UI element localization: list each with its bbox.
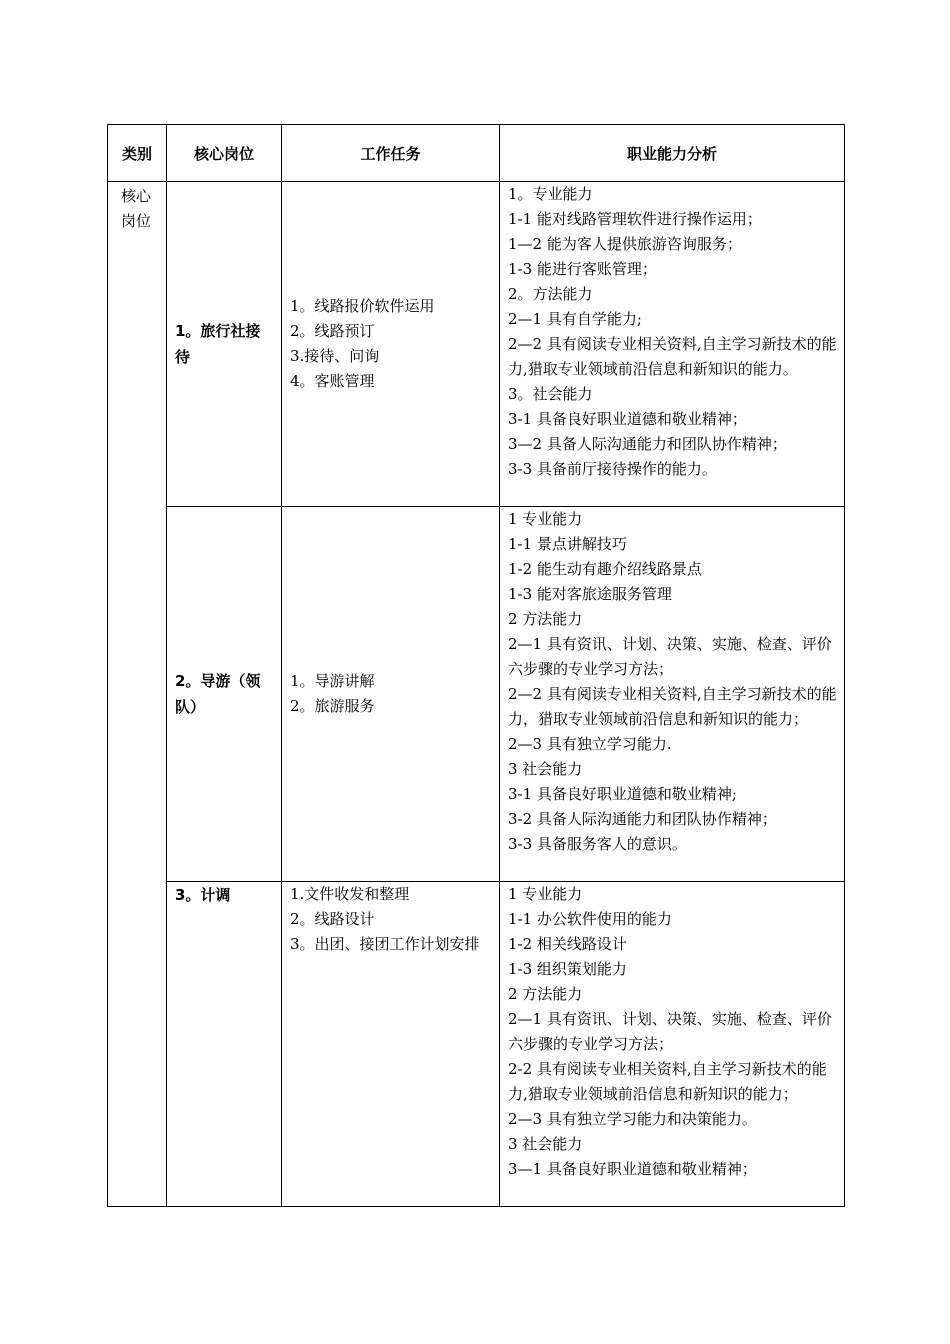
ability-item: 3 社会能力	[508, 1135, 583, 1153]
task-item: 1。导游讲解	[290, 672, 375, 690]
ability-item: 1 专业能力	[508, 885, 583, 903]
post-cell: 2。导游（领队）	[167, 507, 282, 882]
ability-item: 2—2 具有阅读专业相关资料,自主学习新技术的能力,猎取专业领域前沿信息和新知识的能力。	[508, 335, 837, 378]
ability-item: 2—1 具有自学能力;	[508, 310, 642, 328]
post-cell: 3。计调	[167, 882, 282, 1207]
header-category: 类别	[108, 125, 167, 182]
ability-item: 2 方法能力	[508, 985, 583, 1003]
header-work-tasks: 工作任务	[282, 125, 500, 182]
tasks-cell	[282, 882, 500, 1207]
ability-item: 1-2 相关线路设计	[508, 935, 627, 953]
task-item: 2。旅游服务	[290, 697, 375, 715]
ability-item: 2—3 具有独立学习能力.	[508, 735, 672, 753]
abilities-cell	[500, 507, 845, 882]
ability-item: 1-1 能对线路管理软件进行操作运用；	[508, 210, 762, 228]
table-row	[108, 507, 845, 882]
ability-item: 1。专业能力	[508, 185, 593, 203]
category-cell: 核心岗位	[108, 182, 167, 1207]
task-item: 1。线路报价软件运用	[290, 297, 435, 315]
table-row	[108, 882, 845, 1207]
ability-item: 3-1 具备良好职业道德和敬业精神；	[508, 410, 747, 428]
ability-item: 2—1 具有资讯、计划、决策、实施、检查、评价六步骤的专业学习方法；	[508, 635, 832, 678]
ability-item: 3-1 具备良好职业道德和敬业精神;	[508, 785, 737, 803]
ability-item: 1-1 景点讲解技巧	[508, 535, 627, 553]
table-row	[108, 182, 845, 507]
task-item: 3。出团、接团工作计划安排	[290, 935, 480, 953]
ability-item: 1-3 组织策划能力	[508, 960, 627, 978]
ability-item: 3 社会能力	[508, 760, 583, 778]
tasks-cell	[282, 182, 500, 507]
ability-item: 2—1 具有资讯、计划、决策、实施、检查、评价六步骤的专业学习方法；	[508, 1010, 832, 1053]
ability-item: 1 专业能力	[508, 510, 583, 528]
task-item: 3.接待、问询	[290, 347, 380, 365]
tasks-cell	[282, 507, 500, 882]
ability-item: 2。方法能力	[508, 285, 593, 303]
abilities-cell	[500, 182, 845, 507]
career-ability-table	[107, 124, 845, 1207]
task-item: 4。客账管理	[290, 372, 375, 390]
header-row	[108, 125, 845, 182]
ability-item: 1-1 办公软件使用的能力	[508, 910, 672, 928]
ability-item: 2-2 具有阅读专业相关资料,自主学习新技术的能力,猎取专业领域前沿信息和新知识的能力；	[508, 1060, 827, 1103]
ability-item: 3。社会能力	[508, 385, 593, 403]
ability-item: 1-3 能进行客账管理；	[508, 260, 657, 278]
abilities-cell	[500, 882, 845, 1207]
ability-item: 1-2 能生动有趣介绍线路景点	[508, 560, 702, 578]
post-cell: 1。旅行社接待	[167, 182, 282, 507]
ability-item: 3—1 具备良好职业道德和敬业精神；	[508, 1160, 757, 1178]
ability-item: 3—2 具备人际沟通能力和团队协作精神；	[508, 435, 787, 453]
ability-item: 1-3 能对客旅途服务管理	[508, 585, 672, 603]
header-core-post: 核心岗位	[167, 125, 282, 182]
task-item: 2。线路设计	[290, 910, 375, 928]
ability-item: 3-3 具备前厅接待操作的能力。	[508, 460, 717, 478]
task-item: 1.文件收发和整理	[290, 885, 410, 903]
header-ability-analysis: 职业能力分析	[500, 125, 845, 182]
task-item: 2。线路预订	[290, 322, 375, 340]
ability-item: 3-3 具备服务客人的意识。	[508, 835, 687, 853]
ability-item: 2—2 具有阅读专业相关资料,自主学习新技术的能力，猎取专业领域前沿信息和新知识的能力；	[508, 685, 837, 728]
ability-item: 3-2 具备人际沟通能力和团队协作精神；	[508, 810, 777, 828]
ability-item: 1—2 能为客人提供旅游咨询服务；	[508, 235, 742, 253]
ability-item: 2 方法能力	[508, 610, 583, 628]
ability-item: 2—3 具有独立学习能力和决策能力。	[508, 1110, 757, 1128]
